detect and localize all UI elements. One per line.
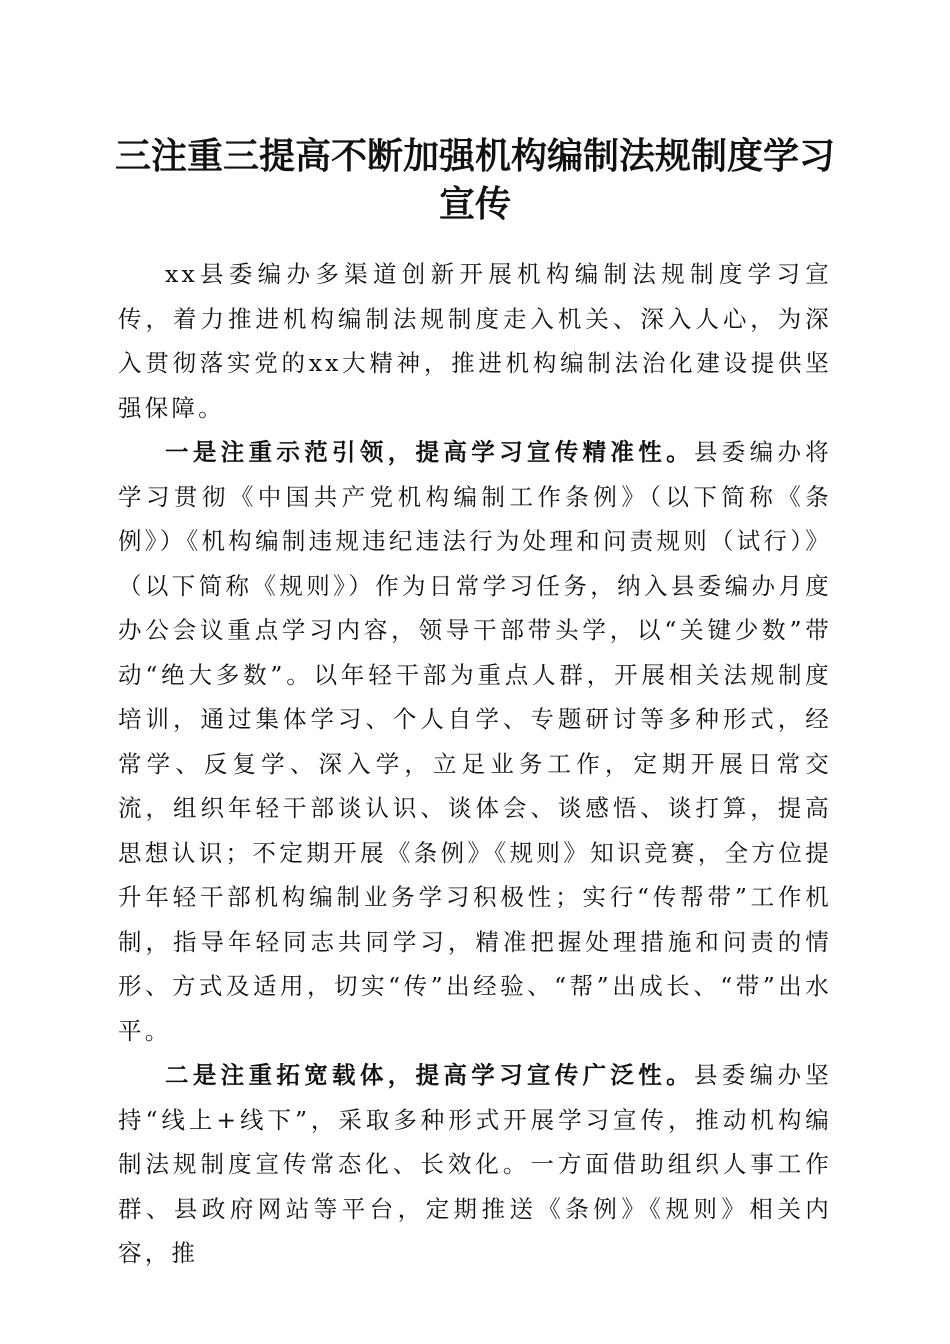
paragraph-intro xyxy=(118,252,832,430)
document-body xyxy=(118,252,832,1276)
paragraph-intro-text: xx县委编办多渠道创新开展机构编制法规制度学习宣传，着力推进机构编制法规制度走入机关、深入人心，为深入贯彻落实党的xx大精神，推进机构编制法治化建设提供坚强保障。 xyxy=(118,260,832,422)
paragraph-point-two-text: 县委编办坚持“线上+线下”，采取多种形式开展学习宣传，推动机构编制法规制度宣传常态化、长效化。一方面借助组织人事工作群、县政府网站等平台，定期推送《条例》《规则》相关内容，推 xyxy=(118,1061,832,1267)
paragraph-point-two xyxy=(118,1053,832,1276)
paragraph-point-one-text: 县委编办将学习贯彻《中国共产党机构编制工作条例》（以下简称《条例》）《机构编制违规违纪违法行为处理和问责规则（试行）》（以下简称《规则》）作为日常学习任务，纳入县委编办月度办公会议重点学习内容，领导干部带头学，以“关键少数”带动“绝大多数”。以年轻干部为重点人群，开展相关法规制度培训，通过集体学习、个人自学、专题研讨等多种形式，经常学、反复学、深入学，立足业务工作，定期开展日常交流，组织年轻干部谈认识、谈体会、谈感悟、谈打算，提高思想认识；不定期开展《条例》《规则》知识竞赛，全方位提升年轻干部机构编制业务学习积极性；实行“传帮带”工作机制，指导年轻同志共同学习，精准把握处理措施和问责的情形、方式及适用，切实“传”出经验、“帮”出成长、“带”出水平。 xyxy=(118,438,832,1045)
document-title: 三注重三提高不断加强机构编制法规制度学习宣传 xyxy=(114,135,835,225)
paragraph-point-two-heading: 二是注重拓宽载体，提高学习宣传广泛性。 xyxy=(165,1061,694,1089)
paragraph-point-one-heading: 一是注重示范引领，提高学习宣传精准性。 xyxy=(165,438,694,466)
paragraph-point-one xyxy=(118,430,832,1053)
